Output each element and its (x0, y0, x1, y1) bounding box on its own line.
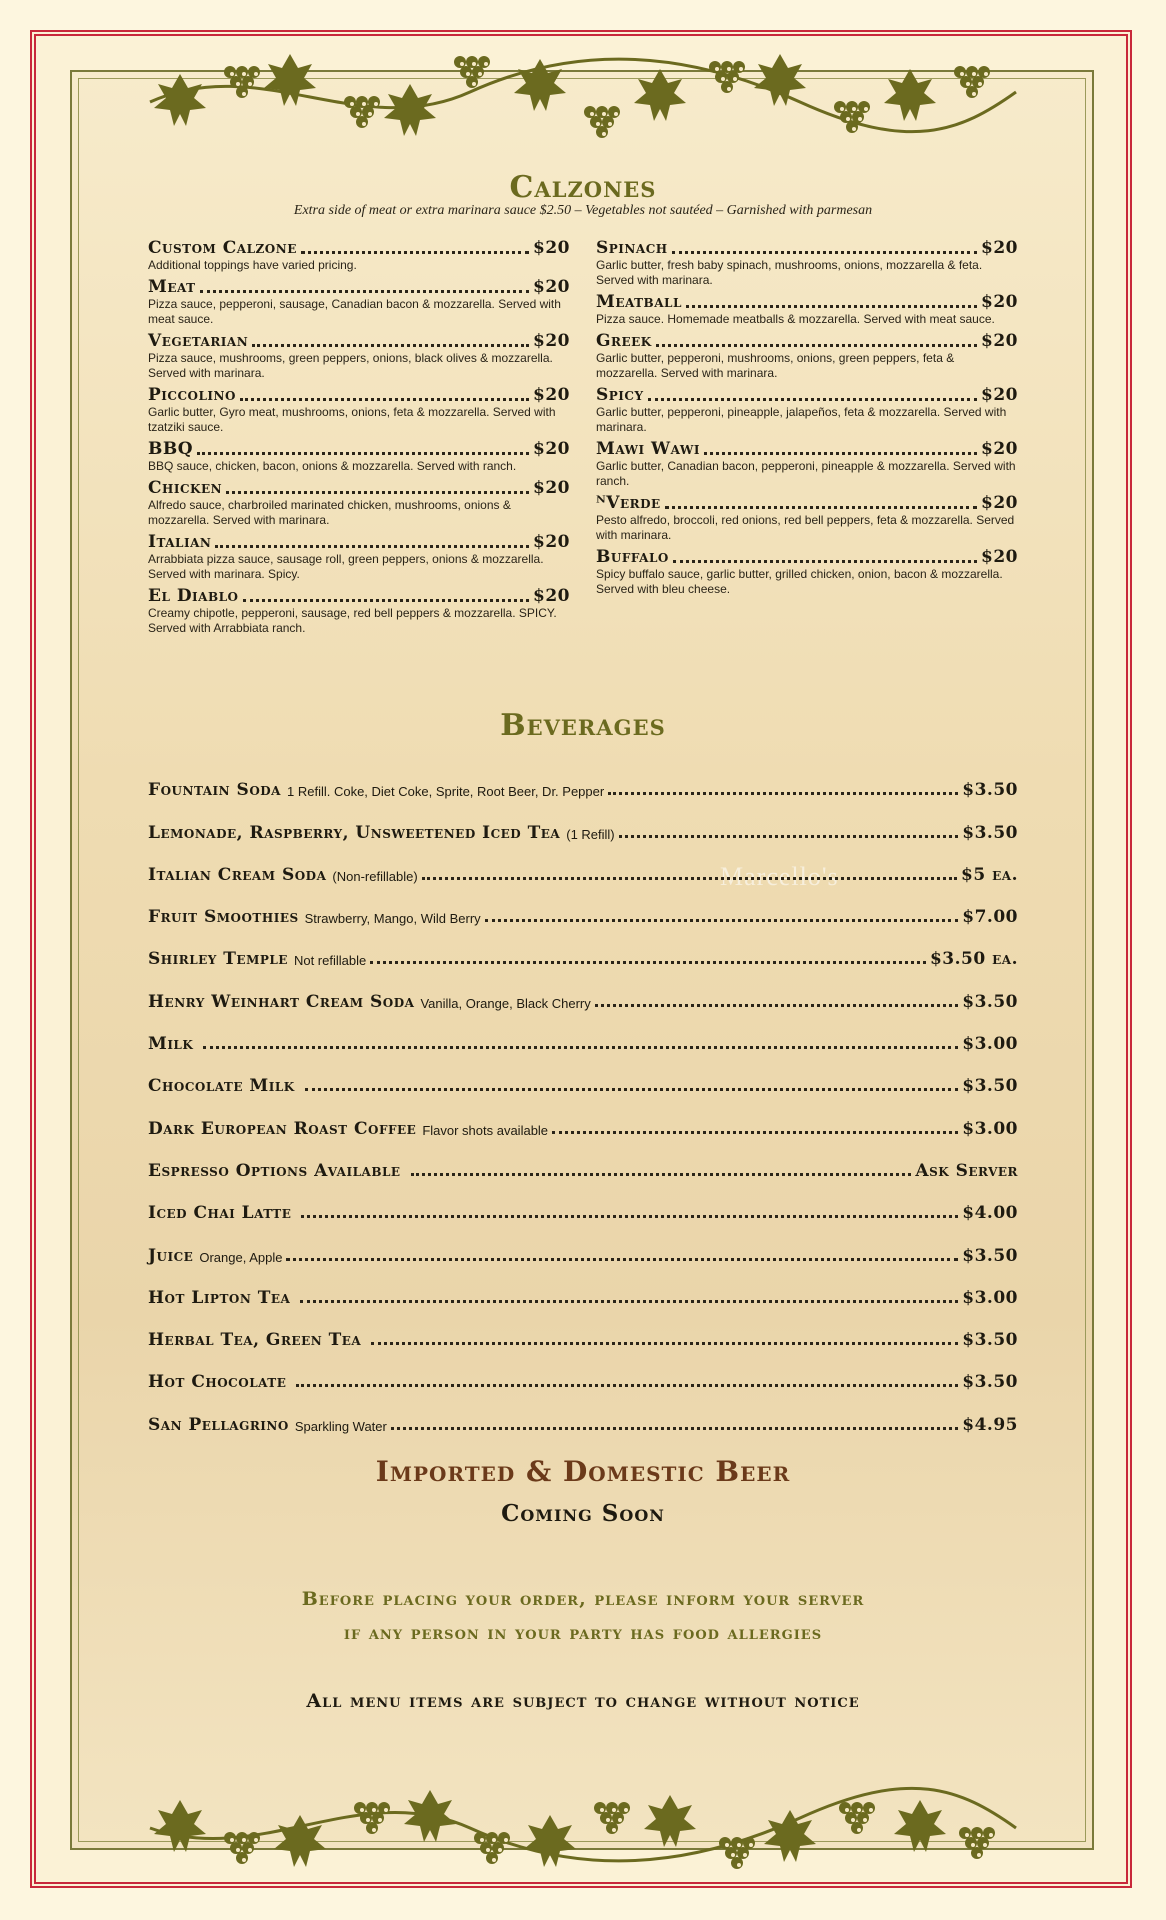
item-name: Meat (148, 277, 196, 297)
beverage-price: $3.50 (962, 991, 1018, 1012)
item-price: $20 (533, 439, 570, 459)
beverage-row (148, 1308, 1018, 1350)
item-name: ᴺVerde (596, 493, 661, 513)
item-description: Creamy chipotle, pepperoni, sausage, red bell peppers & mozzarella. SPICY. Served with Arrabbiata ranch. (148, 606, 557, 635)
item-description: BBQ sauce, chicken, bacon, onions & mozzarella. Served with ranch. (148, 459, 517, 473)
item-name: Meatball (596, 292, 682, 312)
beverage-note: (Non-refillable) (332, 868, 418, 884)
beverage-name: Hot Chocolate (148, 1372, 287, 1393)
item-name: Mawi Wawi (596, 439, 700, 459)
beverage-price: $4.95 (962, 1414, 1018, 1435)
watermark-text: Marcello's (720, 862, 839, 891)
item-name: El Diablo (148, 586, 239, 606)
beverage-note: Not refillable (293, 953, 367, 969)
item-name: Greek (596, 331, 652, 351)
calzones-note: Extra side of meat or extra marinara sauce $2.50 – Vegetables not sautéed – Garnished with parmesan (293, 203, 873, 218)
item-price: $20 (981, 238, 1018, 258)
item-description: Garlic butter, pepperoni, mushrooms, onions, green peppers, feta & mozzarella. Served with marinara. (596, 351, 955, 380)
menu-item (596, 331, 1018, 381)
beverage-name: Shirley Temple (148, 949, 288, 970)
beverage-price: $3.50 (962, 1372, 1018, 1393)
beverage-note: 1 Refill. Coke, Diet Coke, Sprite, Root Beer, Dr. Pepper (287, 784, 605, 800)
beverage-name: Juice (148, 1245, 194, 1266)
calzones-title: Calzones (509, 170, 657, 205)
calzones-right-column (596, 238, 1018, 601)
beverage-name: Italian Cream Soda (148, 864, 327, 885)
item-description: Pizza sauce. Homemade meatballs & mozzarella. Served with meat sauce. (596, 312, 995, 326)
beverage-name: Hot Lipton Tea (148, 1287, 291, 1308)
beverage-name: Henry Weinhart Cream Soda (148, 991, 415, 1012)
beverage-name: San Pellagrino (148, 1414, 289, 1435)
menu-item (148, 586, 570, 636)
beer-title: Imported & Domestic Beer (375, 1455, 791, 1488)
beverage-price: $5 ea. (961, 864, 1018, 885)
beverage-name: Fruit Smoothies (148, 907, 299, 928)
beverage-note: Strawberry, Mango, Wild Berry (304, 911, 481, 927)
item-description: Pizza sauce, mushrooms, green peppers, onions, black olives & mozzarella. Served with marinara. (148, 351, 553, 380)
item-description: Garlic butter, pepperoni, pineapple, jalapeños, feta & mozzarella. Served with marinara. (596, 405, 1007, 434)
item-description: Arrabbiata pizza sauce, sausage roll, green peppers, onions & mozzarella. Served with marinara. Spicy. (148, 552, 544, 581)
menu-item (148, 331, 570, 381)
menu-item (596, 547, 1018, 597)
item-name: Spinach (596, 238, 668, 258)
beverage-name: Herbal Tea, Green Tea (148, 1330, 362, 1351)
menu-item (148, 439, 570, 474)
beverage-row (148, 1054, 1018, 1096)
beverage-name: Lemonade, Raspberry, Unsweetened Iced Tea (148, 822, 561, 843)
beverage-row (148, 1181, 1018, 1223)
beverages-list (148, 758, 1018, 1435)
beverage-price: $3.50 (962, 1330, 1018, 1351)
item-name: Spicy (596, 385, 644, 405)
item-description: Alfredo sauce, charbroiled marinated chicken, mushrooms, onions & mozzarella. Served with marinara. (148, 498, 511, 527)
item-name: Chicken (148, 478, 223, 498)
beverage-row (148, 1223, 1018, 1265)
beverage-price: $3.00 (962, 1287, 1018, 1308)
beverage-note: Vanilla, Orange, Black Cherry (420, 995, 591, 1011)
item-description: Spicy buffalo sauce, garlic butter, grilled chicken, onion, bacon & mozzarella. Served with bleu cheese. (596, 567, 1003, 596)
item-description: Pesto alfredo, broccoli, red onions, red bell peppers, feta & mozzarella. Served with marinara. (596, 513, 1015, 542)
item-description: Garlic butter, Canadian bacon, pepperoni, pineapple & mozzarella. Served with ranch. (596, 459, 1016, 488)
beverage-name: Iced Chai Latte (148, 1203, 292, 1224)
item-price: $20 (981, 493, 1018, 513)
beverage-price: $3.50 ea. (929, 949, 1018, 970)
beverage-name: Milk (148, 1034, 194, 1055)
beverage-name: Dark European Roast Coffee (148, 1118, 417, 1139)
item-name: Piccolino (148, 385, 236, 405)
calzones-left-column (148, 238, 570, 640)
beverage-row (148, 758, 1018, 800)
beverage-name: Chocolate Milk (148, 1076, 295, 1097)
beverage-row (148, 1392, 1018, 1434)
beverage-note: (1 Refill) (566, 826, 615, 842)
item-price: $20 (533, 385, 570, 405)
beverage-price: $3.50 (962, 1245, 1018, 1266)
item-description: Pizza sauce, pepperoni, sausage, Canadian bacon & mozzarella. Served with meat sauce. (148, 297, 561, 326)
beverage-price: $7.00 (962, 907, 1018, 928)
item-price: $20 (533, 331, 570, 351)
item-price: $20 (533, 532, 570, 552)
item-name: Custom Calzone (148, 238, 297, 258)
beverage-row (148, 800, 1018, 842)
beverage-row (148, 1350, 1018, 1392)
change-notice: All menu items are subject to change without notice (306, 1690, 860, 1712)
beverage-row (148, 1012, 1018, 1054)
menu-item (148, 478, 570, 528)
beverage-row (148, 1139, 1018, 1181)
beverages-title: Beverages (500, 708, 666, 743)
grapevine-top-ornament (140, 42, 1026, 162)
item-price: $20 (981, 439, 1018, 459)
beverage-row (148, 927, 1018, 969)
item-name: Vegetarian (148, 331, 249, 351)
grapevine-bottom-ornament (140, 1768, 1026, 1888)
menu-item (148, 532, 570, 582)
beverage-note: Orange, Apple (199, 1249, 283, 1265)
beverage-price: $3.00 (962, 1118, 1018, 1139)
item-price: $20 (981, 292, 1018, 312)
beverage-price: $3.00 (962, 1034, 1018, 1055)
item-description: Garlic butter, fresh baby spinach, mushrooms, onions, mozzarella & feta. Served with marinara. (596, 258, 983, 287)
beverage-note: Sparkling Water (294, 1418, 387, 1434)
beverage-price: $3.50 (962, 1076, 1018, 1097)
allergy-notice-line2: if any person in your party has food allergies (343, 1622, 823, 1644)
menu-item (596, 385, 1018, 435)
item-price: $20 (981, 547, 1018, 567)
item-description: Additional toppings have varied pricing. (148, 258, 357, 272)
allergy-notice-line1: Before placing your order, please inform your server (301, 1588, 865, 1610)
beverage-row (148, 969, 1018, 1011)
item-price: $20 (981, 385, 1018, 405)
beverage-price: Ask Server (915, 1160, 1018, 1181)
beverage-row (148, 1096, 1018, 1138)
beverage-row (148, 885, 1018, 927)
beverage-price: $3.50 (962, 780, 1018, 801)
beer-subtitle: Coming Soon (501, 1500, 665, 1527)
beverage-row (148, 1266, 1018, 1308)
menu-item (148, 238, 570, 273)
beverage-row (148, 843, 1018, 885)
menu-item (148, 277, 570, 327)
item-price: $20 (533, 586, 570, 606)
beverage-name: Espresso Options Available (148, 1160, 401, 1181)
menu-item (148, 385, 570, 435)
item-price: $20 (533, 238, 570, 258)
item-description: Garlic butter, Gyro meat, mushrooms, onions, feta & mozzarella. Served with tzatziki sauce. (148, 405, 556, 434)
menu-item (596, 292, 1018, 327)
item-name: Buffalo (596, 547, 669, 567)
menu-item (596, 493, 1018, 543)
item-name: BBQ (148, 439, 194, 459)
item-price: $20 (533, 277, 570, 297)
beverage-note: Flavor shots available (422, 1122, 549, 1138)
menu-item (596, 238, 1018, 288)
menu-item (596, 439, 1018, 489)
beverage-name: Fountain Soda (148, 780, 281, 801)
item-price: $20 (533, 478, 570, 498)
item-name: Italian (148, 532, 212, 552)
item-price: $20 (981, 331, 1018, 351)
beverage-price: $3.50 (962, 822, 1018, 843)
beverage-price: $4.00 (962, 1203, 1018, 1224)
